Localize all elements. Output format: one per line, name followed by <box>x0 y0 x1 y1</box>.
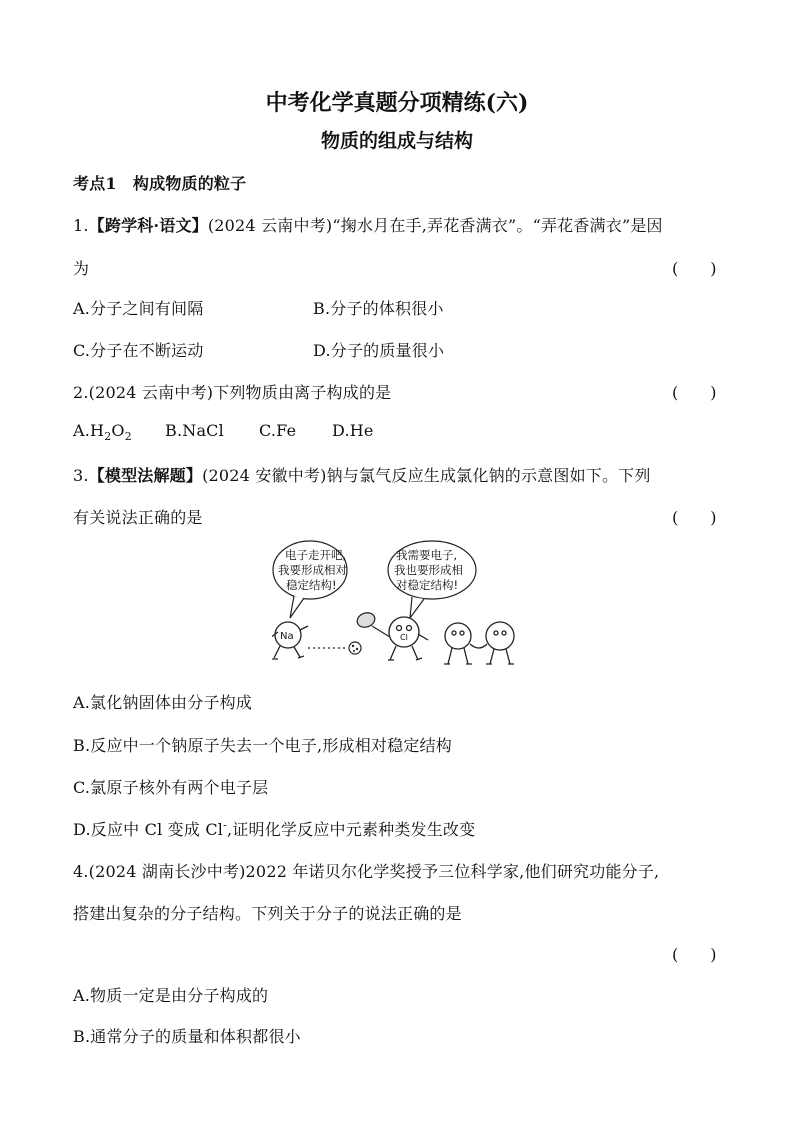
bubble-left-line3: 稳定结构! <box>286 578 337 592</box>
bubble-right-line3: 对稳定结构! <box>396 578 459 592</box>
chlorine-label: Cl <box>400 633 408 642</box>
q4-stem-line2: 搭建出复杂的分子结构。下列关于分子的说法正确的是 <box>73 904 462 923</box>
q1-option-b: B.分子的体积很小 <box>313 299 444 318</box>
q3-number: 3. <box>73 466 89 485</box>
q3-stem-line2: 有关说法正确的是 <box>73 508 203 527</box>
bubble-right-line2: 我也要形成相 <box>394 563 463 577</box>
q2-option-a: $A.H_2O_2$ <box>73 421 132 444</box>
q2-option-c: C.Fe <box>259 421 297 440</box>
q2-stem: 2.(2024 云南中考)下列物质由离子构成的是 <box>73 383 392 402</box>
q1-option-d: D.分子的质量很小 <box>313 341 445 360</box>
section-heading: 考点1 构成物质的粒子 <box>73 174 247 193</box>
q1-tag: 【跨学科·语文】 <box>88 216 208 235</box>
q3-option-c: C.氯原子核外有两个电子层 <box>73 778 269 797</box>
chloride-ion-character <box>470 622 514 664</box>
q1-stem-line1 <box>73 213 663 236</box>
q3-option-a: A.氯化钠固体由分子构成 <box>73 693 253 712</box>
q2-option-b: B.NaCl <box>165 421 224 440</box>
q4-stem-line1: 4.(2024 湖南长沙中考)2022 年诺贝尔化学奖授予三位科学家,他们研究功能分子, <box>73 862 660 881</box>
q3-tag: 【模型法解题】 <box>88 466 203 485</box>
sodium-label: Na <box>280 631 294 642</box>
q4-option-b: B.通常分子的质量和体积都很小 <box>73 1027 301 1046</box>
q4-option-a: A.物质一定是由分子构成的 <box>73 986 269 1005</box>
page-title: 中考化学真题分项精练(六) <box>265 90 529 116</box>
q2-option-d: D.He <box>332 421 374 440</box>
q1-answer-paren: ( ) <box>672 259 717 278</box>
q2-answer-paren: ( ) <box>672 383 717 402</box>
q1-option-c: C.分子在不断运动 <box>73 341 204 360</box>
q4-answer-paren: ( ) <box>672 945 717 964</box>
chlorine-atom-character <box>388 617 428 660</box>
reaction-illustration <box>272 540 524 680</box>
bubble-left-line1: 电子走开吧, <box>285 548 347 562</box>
sodium-ion-character <box>444 623 472 664</box>
bubble-right-line1: 我需要电子, <box>396 548 458 562</box>
q3-stem-line1 <box>73 463 651 486</box>
electron-ball <box>349 642 361 654</box>
q3-option-b: B.反应中一个钠原子失去一个电子,形成相对稳定结构 <box>73 736 452 755</box>
q3-stem-text: (2024 安徽中考)钠与氯气反应生成氯化钠的示意图如下。下列 <box>202 466 651 485</box>
page-subtitle: 物质的组成与结构 <box>320 130 473 152</box>
bubble-left-line2: 我要形成相对 <box>278 563 347 577</box>
q3-option-d: D.反应中 Cl 变成 Cl-,证明化学反应中元素种类发生改变 <box>73 818 476 839</box>
q1-stem-text: (2024 云南中考)“掬水月在手,弄花香满衣”。“弄花香满衣”是因 <box>207 216 663 235</box>
q1-option-a: A.分子之间有间隔 <box>73 299 204 318</box>
q1-stem-line2: 为 <box>73 259 90 278</box>
q1-number: 1. <box>73 216 89 235</box>
q3-answer-paren: ( ) <box>672 508 717 527</box>
